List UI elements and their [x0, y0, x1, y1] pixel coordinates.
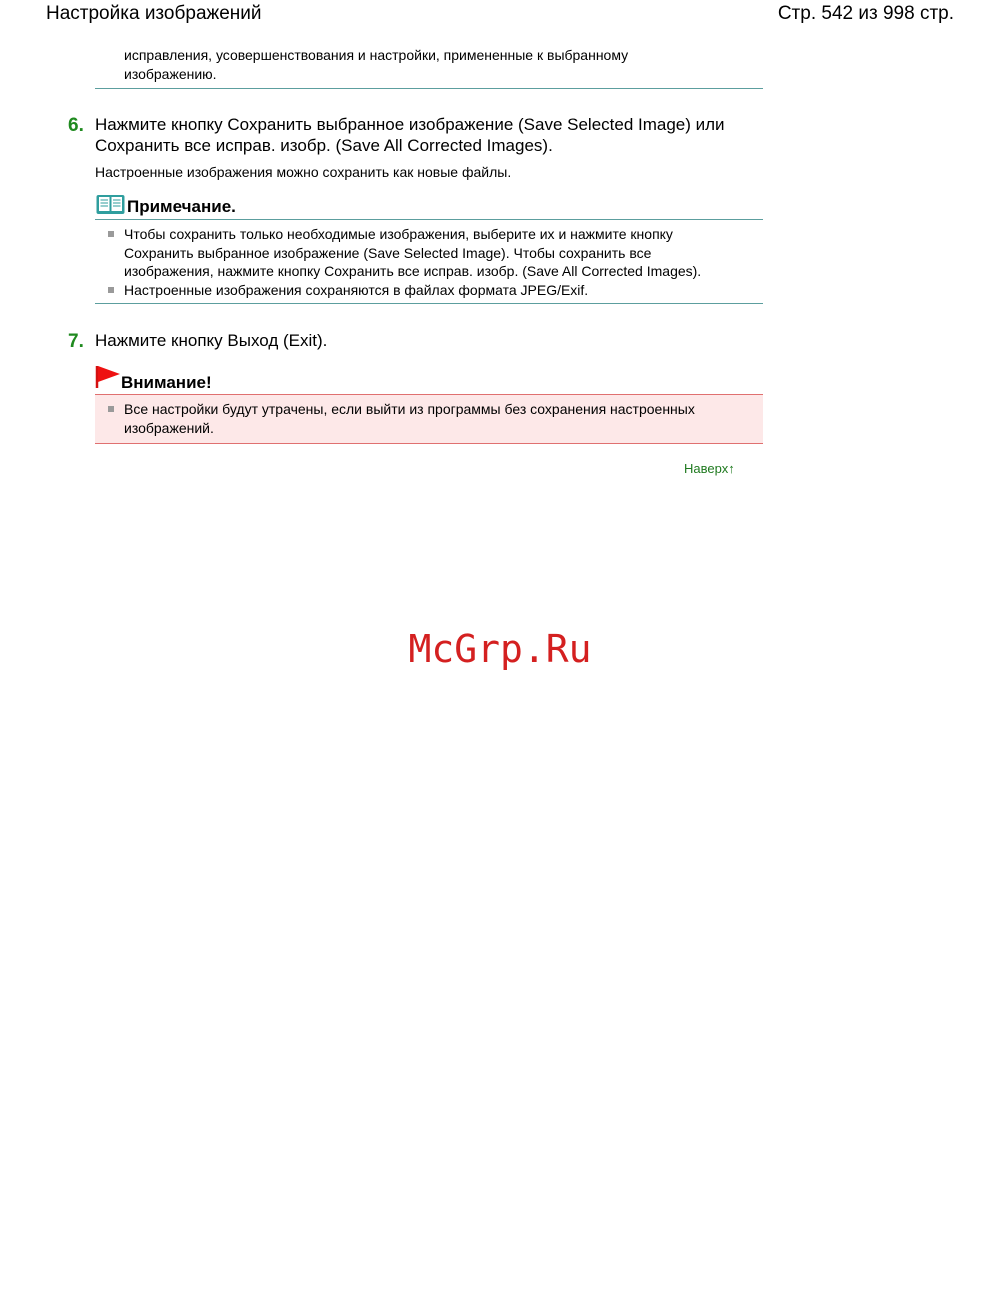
warning-box — [95, 394, 763, 444]
note-title: Примечание. — [127, 197, 236, 216]
up-arrow-icon: ↑ — [728, 461, 735, 476]
back-to-top-link[interactable] — [684, 461, 735, 477]
bullet-icon — [108, 287, 114, 293]
warning-item-line-1: Все настройки будут утрачены, если выйти из программы без сохранения настроенных — [124, 401, 695, 417]
intro-line-1: исправления, усовершенствования и настройки, примененные к выбранному — [124, 47, 629, 63]
note-item-1-line-3: изображения, нажмите кнопку Сохранить все исправ. изобр. (Save All Corrected Images). — [124, 263, 702, 279]
warning-title: Внимание! — [121, 373, 212, 392]
warning-list — [95, 400, 763, 437]
step-6-number: 6. — [68, 115, 84, 136]
list-item — [95, 225, 763, 281]
step-6-line-2: Сохранить все исправ. изобр. (Save All Corrected Images). — [95, 136, 553, 155]
note-bottom-rule — [95, 303, 763, 304]
warning-item-line-2: изображений. — [124, 419, 214, 436]
document-title: Настройка изображений — [46, 3, 262, 24]
note-item-1-line-1: Чтобы сохранить только необходимые изображения, выберите их и нажмите кнопку — [124, 226, 673, 242]
step-6-description: Настроенные изображения можно сохранить как новые файлы. — [95, 164, 512, 180]
step-6-line-1: Нажмите кнопку Сохранить выбранное изображение (Save Selected Image) или — [95, 115, 725, 134]
book-icon — [96, 194, 125, 220]
page-counter: Стр. 542 из 998 стр. — [777, 3, 954, 24]
intro-line-2: изображению. — [124, 65, 217, 82]
note-item-1-line-2: Сохранить выбранное изображение (Save Selected Image). Чтобы сохранить все — [124, 244, 652, 261]
list-item — [95, 400, 763, 437]
step-7-number: 7. — [68, 331, 84, 352]
note-list — [95, 225, 763, 299]
step-6-heading — [95, 114, 763, 156]
back-to-top-label: Наверх — [684, 461, 729, 476]
bullet-icon — [108, 406, 114, 412]
watermark-logo: McGrp.Ru — [408, 627, 592, 671]
note-item-2: Настроенные изображения сохраняются в файлах формата JPEG/Exif. — [124, 281, 589, 298]
intro-text — [124, 46, 764, 83]
bullet-icon — [108, 231, 114, 237]
red-flag-icon — [95, 365, 121, 394]
note-header — [95, 193, 763, 220]
list-item — [95, 281, 763, 300]
divider — [95, 88, 763, 89]
step-7-heading: Нажмите кнопку Выход (Exit). — [95, 331, 328, 350]
